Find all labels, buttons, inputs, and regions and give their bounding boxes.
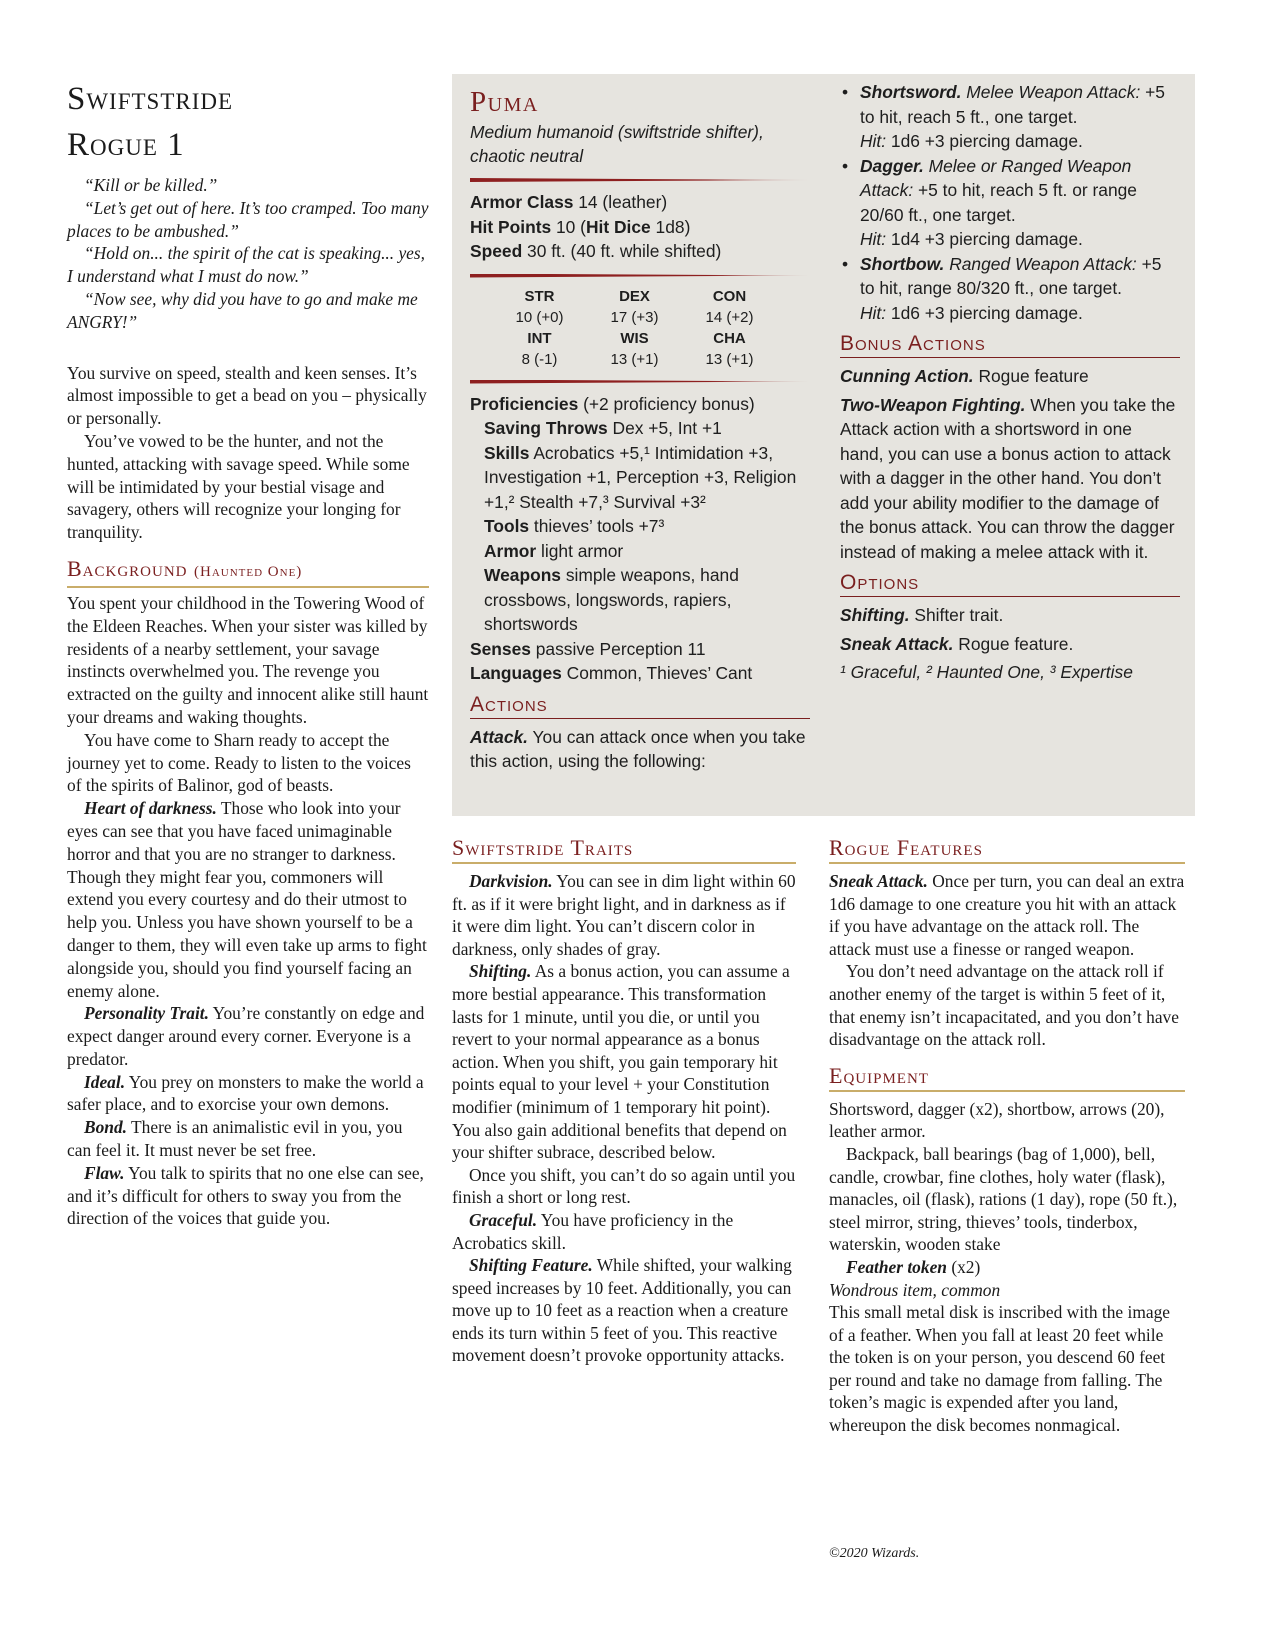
- saving-throws: Saving Throws Dex +5, Int +1: [484, 418, 722, 438]
- attack-action: Attack. You can attack once when you take this action, using the following:: [470, 726, 806, 771]
- options-heading: Options: [840, 570, 1180, 597]
- background-heading-text: Background: [67, 555, 188, 581]
- armor: Armor light armor: [484, 540, 624, 561]
- quote-1: “Kill or be killed.”: [84, 175, 218, 195]
- feather-token-title: Feather token (x2): [846, 1256, 981, 1277]
- senses: Senses passive Perception 11: [470, 638, 706, 659]
- ideal: Ideal. You prey on monsters to make the world a safer place, and to exorcise your own demons.: [67, 1071, 424, 1115]
- hit-points: Hit Points 10 (Hit Dice 1d8): [470, 216, 691, 237]
- ability-score: 8 (-1): [521, 350, 558, 368]
- sneak-attack-advantage: You don’t need advantage on the attack roll if another enemy of the target is within 5 feet of it, that enemy isn’t incapacitated, and you don’t have disadvantage on the attack roll.: [829, 961, 1179, 1050]
- option-sneak-attack: Sneak Attack. Rogue feature.: [840, 633, 1074, 654]
- stat-block-right: [840, 80, 1180, 685]
- background-heading: [67, 556, 429, 588]
- heart-of-darkness: Heart of darkness. Those who look into your eyes can see that you have faced unimaginable horror and that you are no stranger to darkness. Though they might fear you, commoners will extend you every courtesy and do their utmost to help you. Unless you have shown yourself to be a danger to them, they will even take up arms to fight alongside you, should you find yourself facing an enemy alone.: [67, 798, 427, 1001]
- shifting: Shifting. As a bonus action, you can assume a more bestial appearance. This transformation lasts for 1 minute, until you die, or until you revert to your normal appearance as a bonus action. When you shift, you gain temporary hit points equal to your level + your Constitution modifier (minimum of 1 temporary hit point). You also gain additional benefits that depend on your shifter subrace, described below.: [452, 961, 790, 1163]
- equipment-heading: Equipment: [829, 1063, 1185, 1092]
- proficiencies: Proficiencies (+2 proficiency bonus): [470, 393, 755, 414]
- copyright: ©2020 Wizards.: [829, 1546, 920, 1561]
- stat-block-left: [470, 84, 810, 774]
- background-paragraph-2: You have come to Sharn ready to accept the journey yet to come. Ready to listen to the voices of the spirits of Balinor, god of beasts.: [67, 729, 411, 796]
- flaw: Flaw. You talk to spirits that no one else can see, and it’s difficult for others to sway you from the direction of the voices that guide you.: [67, 1162, 424, 1229]
- page-title-line1: Swiftstride: [67, 81, 234, 117]
- weapons: Weapons simple weapons, hand crossbows, longswords, rapiers, shortswords: [484, 565, 739, 634]
- quote-3: “Hold on... the spirit of the cat is speaking... yes, I understand what I must do now.”: [67, 243, 426, 287]
- divider: [470, 178, 810, 182]
- quote-2: “Let’s get out of here. It’s too cramped. Too many places to be ambushed.”: [67, 197, 429, 241]
- monster-name: Puma: [470, 86, 539, 118]
- tools: Tools thieves’ tools +7³: [484, 516, 665, 536]
- ability-score: 13 (+1): [610, 350, 659, 368]
- ability-scores: [492, 286, 810, 370]
- rogue-features-heading: Rogue Features: [829, 835, 1185, 864]
- option-shifting: Shifting. Shifter trait.: [840, 605, 1004, 625]
- page-title-line2: Rogue 1: [67, 127, 185, 163]
- quote-4: “Now see, why did you have to go and make me ANGRY!”: [67, 288, 418, 332]
- feather-token-type: Wondrous item, common: [829, 1279, 1001, 1300]
- background-subheading: (Haunted One): [194, 563, 303, 580]
- ability-name: WIS: [620, 329, 649, 347]
- ability-name: DEX: [619, 287, 650, 305]
- attack-shortbow: • Shortbow. Ranged Weapon Attack: +5 to hit, range 80/320 ft., one target. Hit: 1d6 +3 piercing damage.: [840, 252, 1180, 326]
- background-paragraph-1: You spent your childhood in the Towering Wood of the Eldeen Reaches. When your sister was killed by residents of a nearby settlement, your savage instincts overwhelmed you. The revenge you extracted on the guilty and innocent alike still haunt your dreams and waking thoughts.: [67, 592, 429, 727]
- ability-name: STR: [524, 287, 555, 305]
- shifting-feature: Shifting Feature. While shifted, your walking speed increases by 10 feet. Additionally, you can move up to 10 feet as a reaction when a creature ends its turn within 5 feet of you. This reactive movement doesn’t provoke opportunity attacks.: [452, 1255, 792, 1366]
- languages: Languages Common, Thieves’ Cant: [470, 663, 753, 683]
- right-column: [829, 835, 1185, 1437]
- ability-name: INT: [527, 329, 552, 347]
- swiftstride-traits-heading: Swiftstride Traits: [452, 835, 796, 864]
- divider: [470, 274, 810, 278]
- ability-score: 10 (+0): [515, 308, 564, 326]
- intro-paragraph-2: You’ve vowed to be the hunter, and not the hunted, attacking with savage speed. While some will be intimidated by your bestial visage and savagery, others will recognize your longing for tranquility.: [67, 430, 410, 543]
- ability-name: CHA: [713, 329, 746, 347]
- sneak-attack: Sneak Attack. Once per turn, you can deal an extra 1d6 damage to one creature you hit with an attack if you have advantage on the attack roll. The attack must use a finesse or ranged weapon.: [829, 871, 1185, 959]
- equipment-weapons: Shortsword, dagger (x2), shortbow, arrows (20), leather armor.: [829, 1098, 1165, 1142]
- footnote: ¹ Graceful, ² Haunted One, ³ Expertise: [840, 662, 1133, 682]
- equipment-gear: Backpack, ball bearings (bag of 1,000), bell, candle, crowbar, fine clothes, holy water (flask), manacles, oil (flask), rations (1 day), rope (50 ft.), steel mirror, string, thieves’ tools, tinderbox, waterskin, wooden stake: [829, 1143, 1178, 1255]
- darkvision: Darkvision. You can see in dim light within 60 ft. as if it were bright light, and in darkness as if it were dim light. You can’t discern color in darkness, only shades of gray.: [452, 871, 796, 959]
- bonus-actions-heading: Bonus Actions: [840, 331, 1180, 358]
- feather-token-description: This small metal disk is inscribed with the image of a feather. When you fall at least 20 feet while the token is on your person, you descend 60 feet per round and take no damage from falling. The token’s magic is expended after you land, whereupon the disk becomes nonmagical.: [829, 1302, 1170, 1436]
- ability-score: 14 (+2): [705, 308, 754, 326]
- ability-score: 13 (+1): [705, 350, 754, 368]
- divider: [470, 380, 810, 384]
- left-column: [67, 76, 429, 1230]
- armor-class: Armor Class 14 (leather): [470, 192, 668, 212]
- cunning-action: Cunning Action. Rogue feature: [840, 366, 1089, 386]
- graceful: Graceful. You have proficiency in the Acrobatics skill.: [452, 1209, 734, 1253]
- monster-type: Medium humanoid (swiftstride shifter), chaotic neutral: [470, 122, 764, 166]
- speed: Speed 30 ft. (40 ft. while shifted): [470, 241, 722, 261]
- quotes: [67, 174, 429, 334]
- ability-score: 17 (+3): [610, 308, 659, 326]
- intro-paragraph-1: You survive on speed, stealth and keen senses. It’s almost impossible to get a bead on you – physically or personally.: [67, 362, 427, 429]
- shifting-rest: Once you shift, you can’t do so again until you finish a short or long rest.: [452, 1164, 796, 1208]
- stat-block: [452, 74, 1195, 816]
- actions-heading: Actions: [470, 692, 810, 719]
- ability-name: CON: [712, 287, 747, 305]
- skills: Skills Acrobatics +5,¹ Intimidation +3, Investigation +1, Perception +3, Religion +1,² Stealth +7,³ Survival +3²: [484, 442, 797, 512]
- middle-column: [452, 835, 796, 1367]
- attack-shortsword: • Shortsword. Melee Weapon Attack: +5 to hit, reach 5 ft., one target. Hit: 1d6 +3 piercing damage.: [840, 80, 1180, 154]
- personality-trait: Personality Trait. You’re constantly on edge and expect danger around every corner. Everyone is a predator.: [67, 1003, 425, 1069]
- bond: Bond. There is an animalistic evil in you, you can feel it. It must never be set free.: [67, 1117, 403, 1161]
- two-weapon-fighting: Two-Weapon Fighting. When you take the Attack action with a shortsword in one hand, you can use a bonus action to attack with a dagger in the other hand. You don’t add your ability modifier to the damage of the bonus attack. You can throw the dagger instead of making a melee attack with it.: [840, 394, 1176, 562]
- attack-dagger: • Dagger. Melee or Ranged Weapon Attack: +5 to hit, reach 5 ft. or range 20/60 ft., one target. Hit: 1d4 +3 piercing damage.: [840, 154, 1180, 252]
